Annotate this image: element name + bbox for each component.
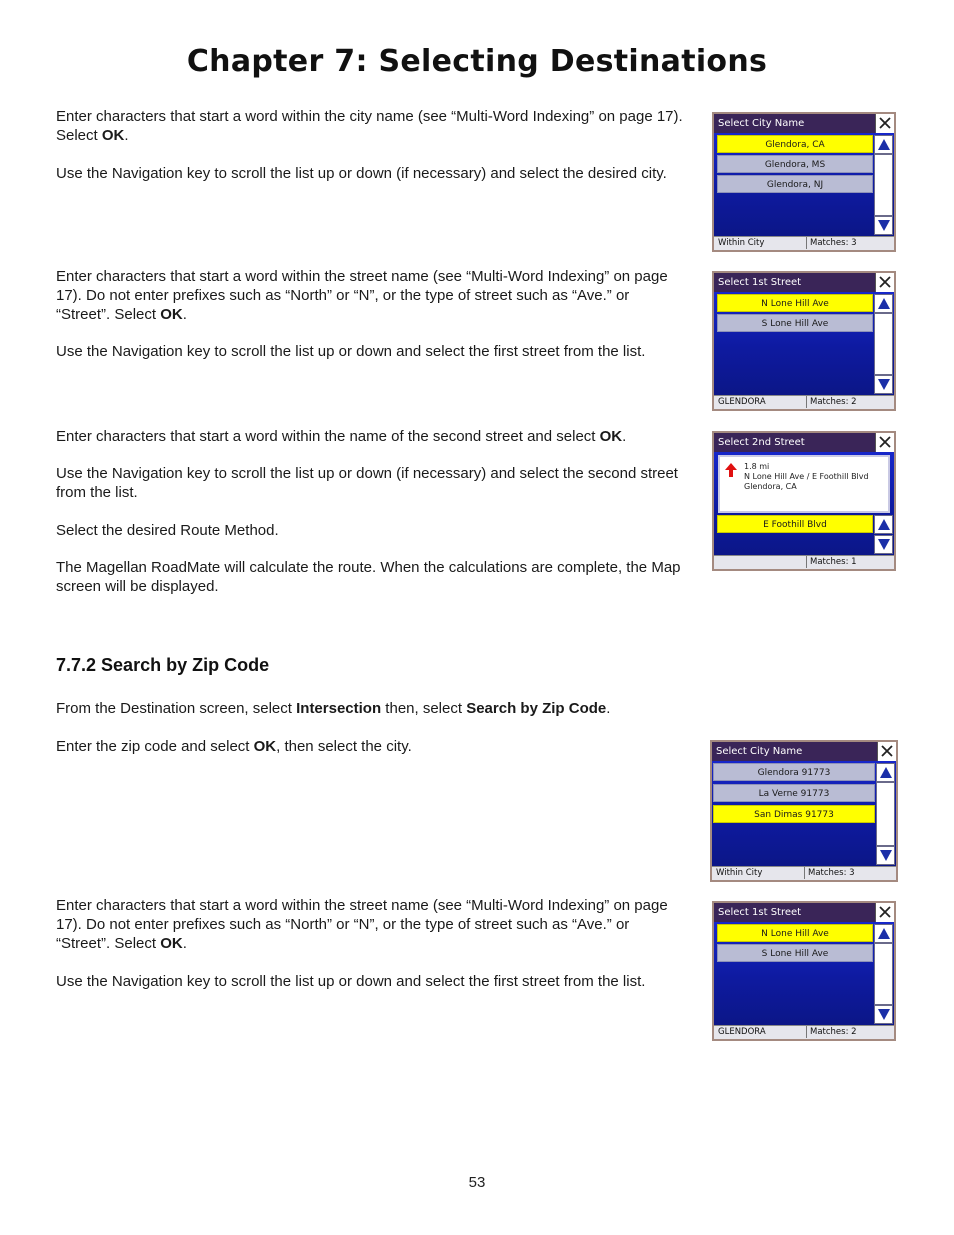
close-button[interactable] (877, 742, 896, 761)
street3-instructions-p1: Enter characters that start a word within the street name (see “Multi-Word Indexing” on page 17). Do not enter prefixes such as “North” or “N”, or the type of street such as “Ave.” or “Street”. Select OK. (56, 897, 668, 952)
page-number: 53 (468, 1174, 486, 1191)
city-instructions-p2: Use the Navigation key to scroll the list up or down (if necessary) and select the desired city. (56, 165, 667, 182)
status-filter: Within City (718, 238, 765, 248)
screen-title: Select City Name (712, 742, 896, 761)
list-item[interactable]: Glendora, CA (717, 135, 873, 153)
select-street3-screen (712, 901, 896, 1041)
screen-title: Select City Name (714, 114, 894, 133)
list-item[interactable]: N Lone Hill Ave (717, 294, 873, 312)
list-item[interactable]: S Lone Hill Ave (717, 944, 873, 962)
arrow-up-icon (877, 138, 891, 151)
scrollbar-track[interactable] (874, 943, 893, 1005)
close-icon (876, 273, 894, 291)
status-bar (714, 1025, 894, 1039)
scroll-up-button[interactable] (874, 135, 893, 154)
intersection-preview (718, 455, 890, 513)
arrow-down-icon (877, 1008, 891, 1021)
status-matches: Matches: 3 (804, 867, 896, 879)
chapter-title: Chapter 7: Selecting Destinations (186, 44, 768, 79)
street-instructions-p1: Enter characters that start a word within the street name (see “Multi-Word Indexing” on page 17). Do not enter prefixes such as “North” or “N”, or the type of street such as “Ave.” or “Street”. Select OK. (56, 268, 668, 323)
select-street2-screen (712, 431, 896, 571)
status-matches: Matches: 1 (806, 556, 894, 568)
scroll-down-button[interactable] (874, 1005, 893, 1024)
status-bar (714, 395, 894, 409)
screen-title: Select 2nd Street (714, 433, 894, 452)
select-city-screen (712, 112, 896, 252)
status-filter: Within City (716, 868, 763, 878)
zip-instructions-p1: From the Destination screen, select Intersection then, select Search by Zip Code. (56, 700, 611, 717)
list-item[interactable]: S Lone Hill Ave (717, 314, 873, 332)
list-item[interactable]: Glendora, NJ (717, 175, 873, 193)
close-icon (876, 433, 894, 451)
arrow-up-icon (877, 297, 891, 310)
scroll-up-button[interactable] (876, 763, 895, 782)
close-button[interactable] (875, 903, 894, 922)
distance: 1.8 mi (744, 462, 770, 471)
intersection-name: N Lone Hill Ave / E Foothill Blvd (744, 472, 869, 481)
scrollbar-track[interactable] (874, 313, 893, 375)
close-button[interactable] (875, 114, 894, 133)
scroll-down-button[interactable] (874, 375, 893, 394)
section-heading: 7.7.2 Search by Zip Code (56, 655, 270, 675)
list-item[interactable]: E Foothill Blvd (717, 515, 873, 533)
status-city: GLENDORA (718, 1027, 766, 1037)
list-item[interactable]: San Dimas 91773 (713, 805, 875, 823)
arrow-down-icon (877, 538, 891, 551)
arrow-down-icon (877, 219, 891, 232)
status-bar (714, 555, 894, 569)
status-matches: Matches: 3 (806, 237, 894, 249)
street3-instructions-p2: Use the Navigation key to scroll the list up or down and select the first street from the list. (56, 973, 646, 990)
close-button[interactable] (875, 433, 894, 452)
close-button[interactable] (875, 273, 894, 292)
close-icon (878, 742, 896, 760)
street2-instructions-p2: Use the Navigation key to scroll the list up or down (if necessary) and select the second street from the list. (56, 465, 678, 501)
status-matches: Matches: 2 (806, 1026, 894, 1038)
list-item[interactable]: Glendora 91773 (713, 763, 875, 781)
arrow-down-icon (877, 378, 891, 391)
arrow-up-icon (879, 766, 893, 779)
intersection-city: Glendora, CA (744, 482, 797, 491)
street2-instructions-p1: Enter characters that start a word within the name of the second street and select OK. (56, 428, 627, 445)
arrow-down-icon (879, 849, 893, 862)
direction-arrow-icon (725, 463, 737, 477)
close-icon (876, 903, 894, 921)
scrollbar-track[interactable] (876, 782, 895, 846)
zip-instructions-p2: Enter the zip code and select OK, then select the city. (56, 738, 412, 755)
city-instructions-p1: Enter characters that start a word within the city name (see “Multi-Word Indexing” on page 17). Select OK. (56, 108, 683, 144)
status-bar (714, 236, 894, 250)
status-bar (712, 866, 896, 880)
route-method-text: Select the desired Route Method. (56, 522, 279, 539)
street-instructions-p2: Use the Navigation key to scroll the list up or down and select the first street from the list. (56, 343, 646, 360)
arrow-up-icon (877, 518, 891, 531)
select-street1-screen (712, 271, 896, 411)
scroll-down-button[interactable] (876, 846, 895, 865)
list-item[interactable]: La Verne 91773 (713, 784, 875, 802)
scroll-up-button[interactable] (874, 515, 893, 534)
status-city: GLENDORA (718, 397, 766, 407)
list-item[interactable]: N Lone Hill Ave (717, 924, 873, 942)
screen-title: Select 1st Street (714, 273, 894, 292)
scroll-down-button[interactable] (874, 216, 893, 235)
calculation-text: The Magellan RoadMate will calculate the route. When the calculations are complete, the Map screen will be displayed. (56, 559, 681, 595)
scroll-up-button[interactable] (874, 924, 893, 943)
arrow-up-icon (877, 927, 891, 940)
close-icon (876, 114, 894, 132)
list-item[interactable]: Glendora, MS (717, 155, 873, 173)
screen-title: Select 1st Street (714, 903, 894, 922)
select-zip-city-screen (710, 740, 898, 882)
status-matches: Matches: 2 (806, 396, 894, 408)
scrollbar-track[interactable] (874, 154, 893, 216)
scroll-down-button[interactable] (874, 535, 893, 554)
scroll-up-button[interactable] (874, 294, 893, 313)
